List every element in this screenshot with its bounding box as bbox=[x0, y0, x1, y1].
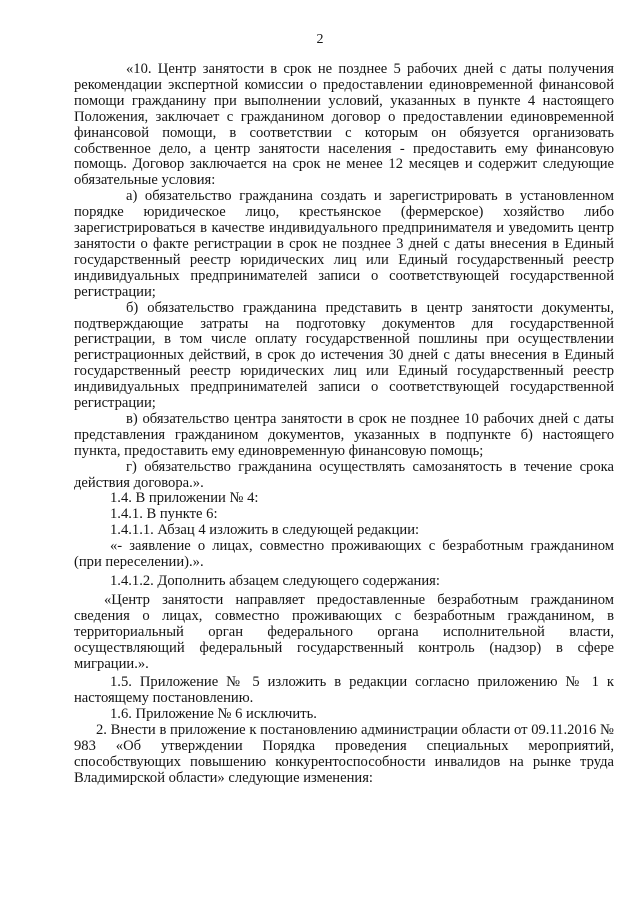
page-number: 2 bbox=[316, 32, 324, 47]
paragraph-item-1-6: 1.6. Приложение № 6 исключить. bbox=[110, 706, 317, 723]
paragraph-item-1-5: 1.5. Приложение № 5 изложить в редакции согласно приложению № 1 к настоящему постановлению. bbox=[74, 674, 614, 707]
paragraph-item-1-4-1-1: 1.4.1.1. Абзац 4 изложить в следующей редакции: bbox=[110, 522, 420, 539]
paragraph-item-1-4-1: 1.4.1. В пункте 6: bbox=[110, 506, 218, 523]
paragraph-condition-b: б) обязательство гражданина представить в центр занятости документы, подтверждающие затраты на подготовку документов для государственной регистрации, в том числе оплату государственной пошлины при осуществлении регистрационных действий, в срок до истечения 30 дней с даты внесения в Единый государственный реестр юридических лиц или Единый государственный реестр индивидуальных предпринимателей записи о соответствующей государственной регистрации; bbox=[74, 299, 614, 412]
paragraph-item-1-4-1-2: 1.4.1.2. Дополнить абзацем следующего содержания: bbox=[110, 573, 440, 589]
document-body bbox=[74, 62, 614, 787]
paragraph-application-statement: «- заявление о лицах, совместно проживающих с безработным гражданином (при переселении).». bbox=[74, 538, 614, 571]
paragraph-condition-a: а) обязательство гражданина создать и зарегистрировать в установленном порядке юридическое лицо, крестьянское (фермерское) хозяйство либо зарегистрироваться в качестве индивидуального предпринимателя и уведомить центр занятости о факте регистрации в срок не позднее 3 дней с даты внесения в Единый государственный реестр юридических лиц или Единый государственный реестр индивидуальных предпринимателей записи о соответствующей государственной регистрации; bbox=[74, 188, 614, 300]
paragraph-employment-center-notice: «Центр занятости направляет предоставленные безработным гражданином сведения о лицах, совместно проживающих с безработным гражданином, в территориальный орган федерального органа исполнительной власти, осуществляющий федеральный государственный контроль (надзор) в сфере миграции.». bbox=[74, 591, 614, 672]
paragraph-condition-v: в) обязательство центра занятости в срок не позднее 10 рабочих дней с даты представления гражданином документов, указанных в подпункте б) настоящего пункта, предоставить ему единовременную финансовую помощь; bbox=[74, 410, 614, 459]
paragraph-item-1-4: 1.4. В приложении № 4: bbox=[110, 490, 259, 507]
paragraph-clause-10: «10. Центр занятости в срок не позднее 5 рабочих дней с даты получения рекомендации экспертной комиссии о предоставлении единовременной финансовой помощи гражданину при выполнении условий, указанных в пункте 4 настоящего Положения, заключает с гражданином договор о предоставлении единовременной финансовой помощи, в соответствии с которым он обязуется организовать собственное дело, а центр занятости населения - предоставить ему финансовую помощь. Договор заключается на срок не менее 12 месяцев и содержит следующие обязательные условия: bbox=[74, 61, 614, 189]
paragraph-condition-g: г) обязательство гражданина осуществлять самозанятость в течение срока действия договора.». bbox=[74, 458, 614, 491]
paragraph-item-2: 2. Внести в приложение к постановлению администрации области от 09.11.2016 № 983 «Об утверждении Порядка проведения специальных мероприятий, способствующих повышению конкурентоспособности инвалидов на рынке труда Владимирской области» следующие изменения: bbox=[74, 722, 614, 786]
